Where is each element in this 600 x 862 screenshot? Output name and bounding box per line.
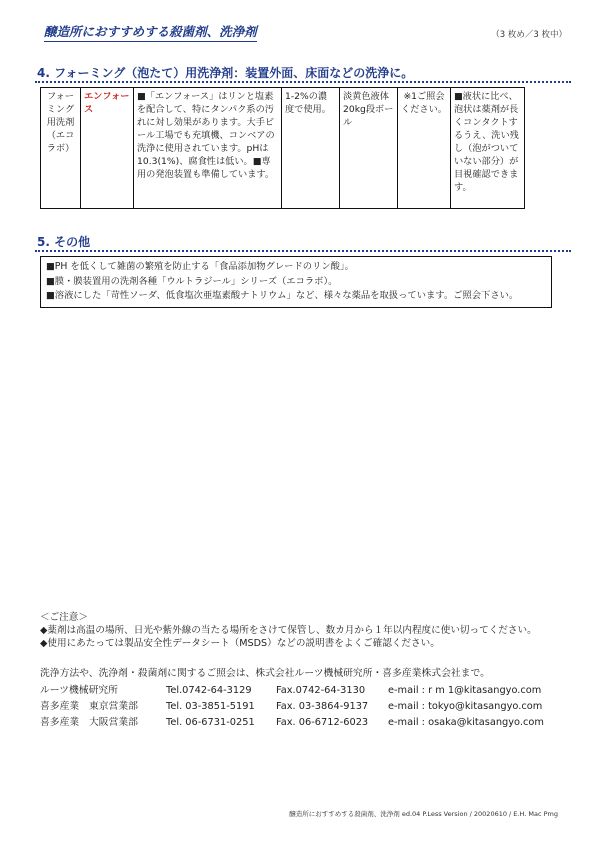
contact-tel: Tel.0742-64-3129 bbox=[166, 685, 252, 696]
contact-org: 喜多産業 東京営業部 bbox=[40, 701, 138, 712]
section5-heading: 5. その他 bbox=[37, 235, 91, 249]
price-cell: ※1ご照会ください。 bbox=[398, 88, 451, 209]
caution-line: ◆薬剤は高温の場所、日光や紫外線の当たる場所をさけて保管し、数カ月から１年以内程度に使い切ってください。 bbox=[40, 625, 537, 636]
list-item: ■PH を低くして雑菌の繁殖を防止する「食品添加物グレードのリン酸」。 bbox=[46, 261, 354, 272]
list-item: ■溶液にした「苛性ソーダ、低食塩次亜塩素酸ナトリウム」など、様々な薬品を取扱っています。ご照会下さい。 bbox=[46, 290, 519, 301]
contact-email[interactable]: e-mail : tokyo@kitasangyo.com bbox=[388, 701, 543, 712]
package-cell: 淡黄色液体20kg段ボール bbox=[340, 88, 398, 209]
contact-tel: Tel. 03-3851-5191 bbox=[166, 701, 255, 712]
table-row bbox=[41, 88, 525, 209]
section4-divider bbox=[35, 81, 571, 83]
section5-divider bbox=[35, 250, 571, 252]
contact-fax: Fax. 06-6712-6023 bbox=[276, 717, 369, 728]
page-title: 醸造所におすすめする殺菌剤、洗浄剤 bbox=[44, 22, 257, 42]
caution-notes bbox=[40, 611, 537, 650]
description-cell: ■「エンフォース」はリンと塩素を配合して、特にタンパク系の汚れに対し効果があります。大手ビール工場でも充填機、コンベアの洗浄に使用されています。pHは10.3(1%)、腐食性は低い。■専用の発泡装置も準備しています。 bbox=[134, 88, 282, 209]
product-name-cell: エンフォース bbox=[81, 88, 134, 209]
category-cell: フォーミング用洗剤（エコラボ） bbox=[41, 88, 81, 209]
contact-intro: 洗浄方法や、洗浄剤・殺菌剤に関するご照会は、株式会社ルーツ機械研究所・喜多産業株式会社まで。 bbox=[40, 668, 490, 679]
contact-row bbox=[40, 683, 541, 698]
product-table bbox=[40, 87, 525, 209]
other-items-box bbox=[40, 256, 552, 308]
footer-text: 醸造所におすすめする殺菌剤、洗浄剤 ed.04 P.Less Version / 20020610 / E.H. Mac Pmg bbox=[289, 810, 558, 818]
contact-org: ルーツ機械研究所 bbox=[40, 685, 118, 696]
section4-heading: 4. フォーミング（泡たて）用洗浄剤：装置外面、床面などの洗浄に。 bbox=[37, 66, 414, 80]
contact-email[interactable]: e-mail : osaka@kitasangyo.com bbox=[388, 717, 544, 728]
contact-row bbox=[40, 715, 544, 730]
contact-fax: Fax. 03-3864-9137 bbox=[276, 701, 369, 712]
contact-tel: Tel. 06-6731-0251 bbox=[166, 717, 255, 728]
contact-row bbox=[40, 699, 542, 714]
page-count: （3 枚め／3 枚中） bbox=[491, 30, 567, 40]
usage-cell: 1-2%の濃度で使用。 bbox=[282, 88, 340, 209]
contact-fax: Fax.0742-64-3130 bbox=[276, 685, 366, 696]
list-item: ■膜・膜装置用の洗剤各種「ウルトラジール」シリーズ（エコラボ）。 bbox=[46, 275, 338, 287]
notes-cell: ■液状に比べ、泡状は薬剤が長くコンタクトするうえ、洗い残し（泡がついていない部分）が目視確認できます。 bbox=[451, 88, 525, 209]
caution-title: ＜ご注意＞ bbox=[40, 612, 88, 623]
contact-email[interactable]: e-mail : r m 1@kitasangyo.com bbox=[388, 685, 542, 696]
contact-org: 喜多産業 大阪営業部 bbox=[40, 717, 138, 728]
caution-line: ◆使用にあたっては製品安全性データシート（MSDS）などの説明書をよくご確認ください。 bbox=[40, 638, 440, 649]
